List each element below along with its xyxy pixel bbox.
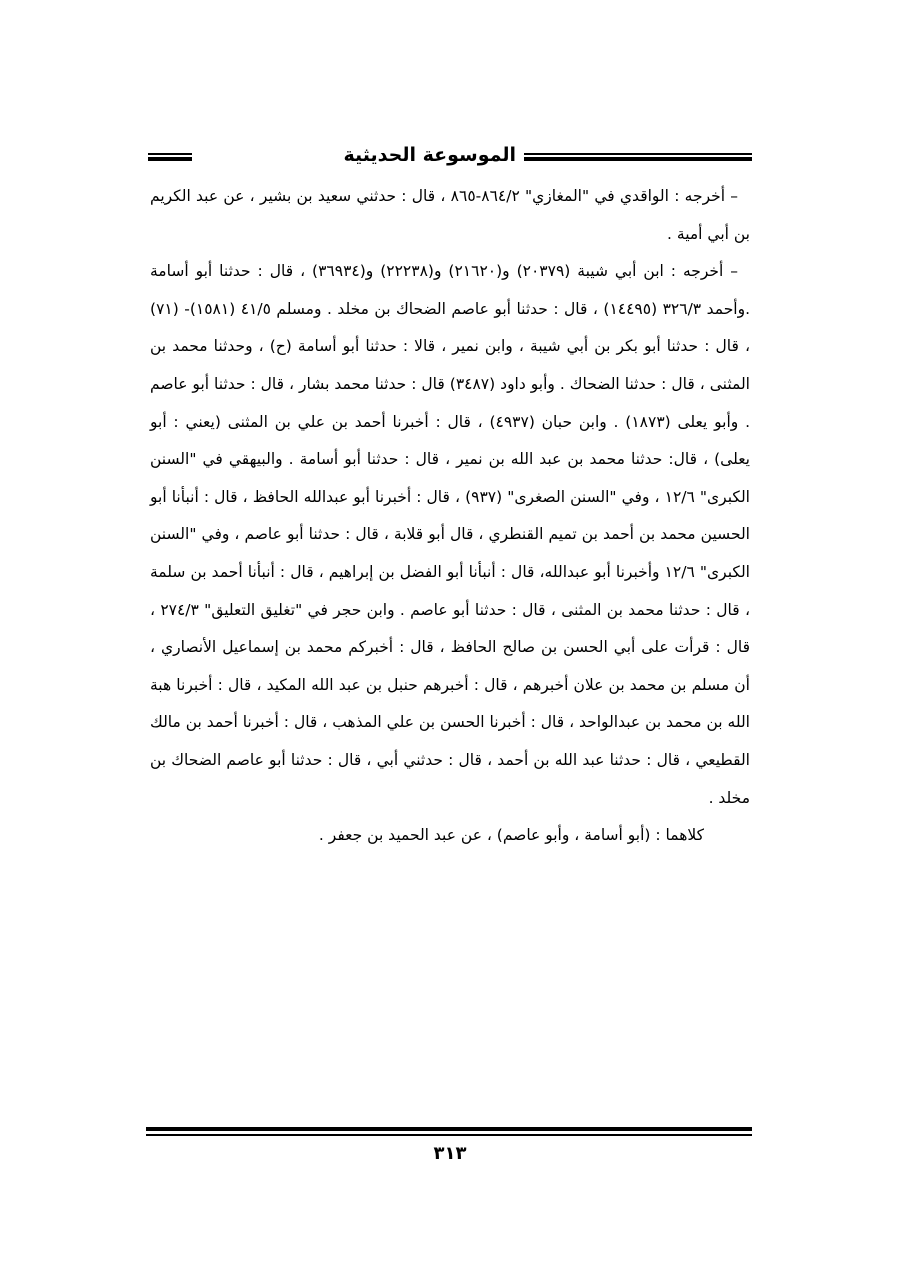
body-text bbox=[150, 178, 750, 855]
book-title: الموسوعة الحديثية bbox=[343, 144, 516, 166]
footnote-paragraph-1: – أخرجه : الواقدي في "المغازي" ٨٦٤/٢-٨٦٥ ، قال : حدثني سعيد بن بشير ، عن عبد الكريم بن أبي أمية . bbox=[150, 187, 750, 243]
page-number: ٣١٣ bbox=[433, 1143, 467, 1164]
footer-rule-thin bbox=[146, 1134, 752, 1136]
header-rule-left-thin bbox=[148, 153, 192, 155]
header-rule-right-thick bbox=[524, 157, 752, 161]
footnote-paragraph-2: – أخرجه : ابن أبي شيبة (٢٠٣٧٩) و(٢١٦٢٠) و(٢٢٢٣٨) و(٣٦٩٣٤) ، قال : حدثنا أبو أسامة .وأحمد ٣٢٦/٣ (١٤٤٩٥) ، قال : حدثنا أبو عاصم الضحاك بن مخلد . ومسلم ٤١/٥ (١٥٨١)- (٧١) ، قال : حدثنا أبو بكر بن أبي شيبة ، وابن نمير ، قالا : حدثنا أبو أسامة (ح) ، وحدثنا محمد بن المثنى ، قال : حدثنا الضحاك . وأبو داود (٣٤٨٧) قال : حدثنا محمد بشار ، قال : حدثنا أبو عاصم . وأبو يعلى (١٨٧٣) . وابن حبان (٤٩٣٧) ، قال : أخبرنا أحمد بن علي بن المثنى (يعني : أبو يعلى) ، قال: حدثنا محمد بن عبد الله بن نمير ، قال : حدثنا أبو أسامة . والبيهقي في "السنن الكبرى" ١٢/٦ ، وفي "السنن الصغرى" (٩٣٧) ، قال : أخبرنا أبو عبدالله الحافظ ، قال : أنبأنا أبو الحسين محمد بن أحمد بن تميم القنطري ، قال أبو قلابة ، قال : حدثنا أبو عاصم ، وفي "السنن الكبرى" ١٢/٦ وأخبرنا أبو عبدالله، قال : أنبأنا أبو الفضل بن إبراهيم ، قال : أنبأنا أحمد بن سلمة ، قال : حدثنا محمد بن المثنى ، قال : حدثنا أبو عاصم . وابن حجر في "تغليق التعليق" ٢٧٤/٣ ، قال : قرأت على أبي الحسن بن صالح الحافظ ، قال : أخبركم محمد بن إسماعيل الأنصاري ، أن مسلم بن محمد بن علان أخبرهم ، قال : أخبرهم حنبل بن عبد الله المكيد ، قال : أخبرنا هبة الله بن محمد بن عبدالواحد ، قال : أخبرنا الحسن بن علي المذهب ، قال : أخبرنا أحمد بن مالك القطيعي ، قال : حدثنا عبد الله بن أحمد ، قال : حدثني أبي ، قال : حدثنا أبو عاصم الضحاك بن مخلد . bbox=[150, 262, 751, 807]
footer-rule-thick bbox=[146, 1127, 752, 1131]
closing-line: كلاهما : (أبو أسامة ، وأبو عاصم) ، عن عبد الحميد بن جعفر . bbox=[318, 826, 704, 845]
page-header bbox=[148, 139, 752, 173]
header-rule-left-thick bbox=[148, 157, 192, 161]
header-rule-right-thin bbox=[524, 153, 752, 155]
